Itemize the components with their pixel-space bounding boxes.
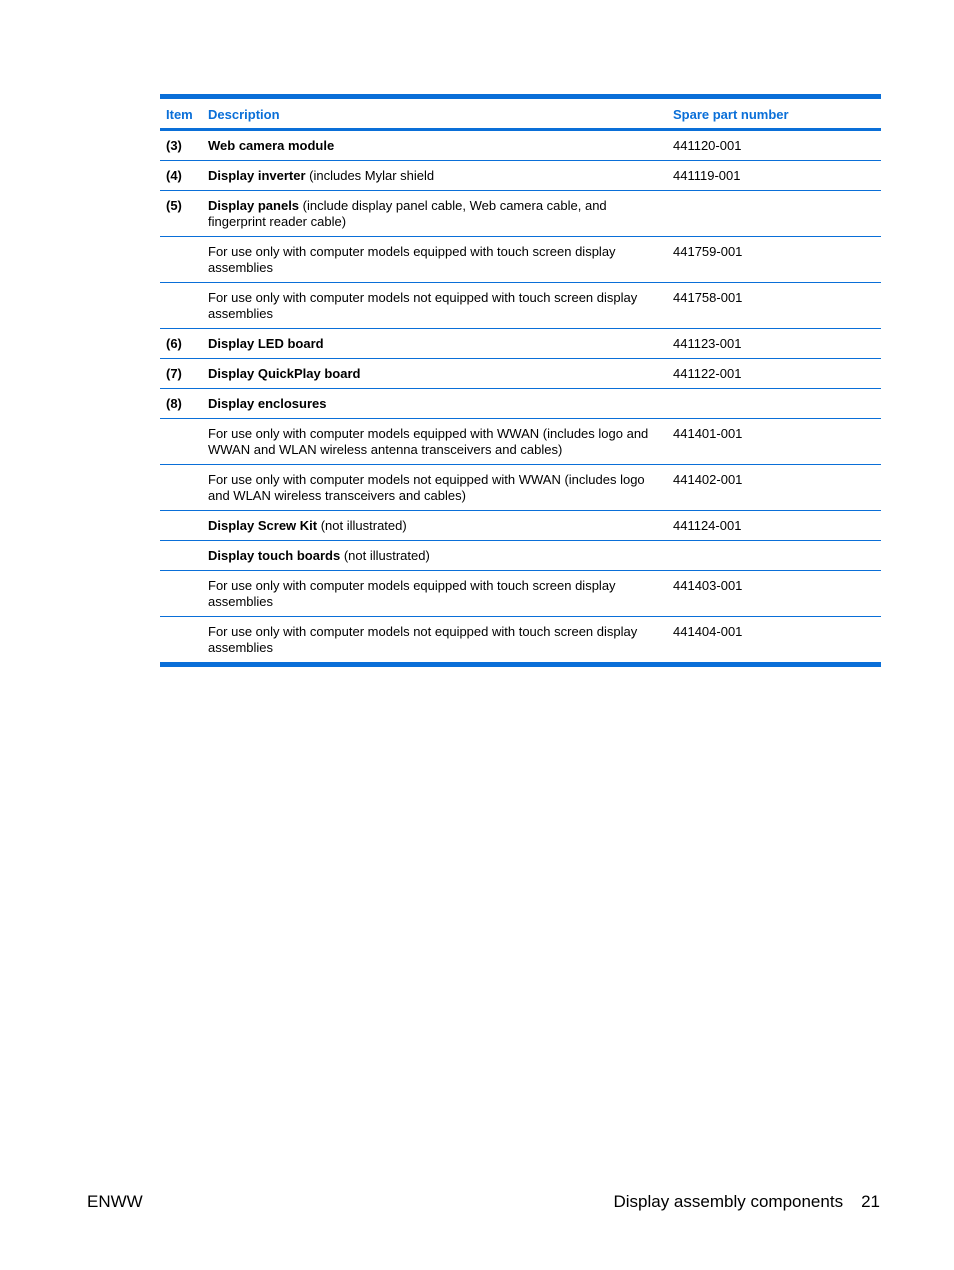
row-item <box>160 244 208 276</box>
table-header-row <box>160 99 881 128</box>
row-item: (3) <box>166 138 182 153</box>
table-row <box>160 237 881 283</box>
row-title: Display inverter <box>208 168 306 183</box>
table-row <box>160 131 881 161</box>
row-description <box>208 366 668 382</box>
row-title: Display enclosures <box>208 396 327 411</box>
row-part-number: 441759-001 <box>673 244 743 259</box>
table-row <box>160 465 881 511</box>
row-description <box>208 396 668 412</box>
row-item <box>160 518 208 534</box>
row-detail: (includes Mylar shield <box>305 168 435 183</box>
footer-section <box>613 1192 880 1212</box>
row-description <box>208 624 668 656</box>
row-part-number: 441402-001 <box>673 472 743 487</box>
row-description <box>208 198 668 230</box>
row-item: (4) <box>166 168 182 183</box>
row-detail: For use only with computer models equipped with touch screen display assemblies <box>208 578 616 609</box>
row-title: Display LED board <box>208 336 324 351</box>
table-row <box>160 541 881 571</box>
row-description <box>208 290 668 322</box>
header-description: Description <box>208 106 280 122</box>
row-title: Web camera module <box>208 138 335 153</box>
table-row <box>160 161 881 191</box>
row-detail: For use only with computer models equipped with WWAN (includes logo and WWAN and WLAN wireless antenna transceivers and cables) <box>208 426 649 457</box>
row-part-number <box>668 548 881 564</box>
row-description <box>208 244 668 276</box>
table-row <box>160 571 881 617</box>
row-detail: For use only with computer models not equipped with touch screen display assemblies <box>208 624 638 655</box>
table-row <box>160 389 881 419</box>
row-item: (5) <box>166 198 182 213</box>
row-item <box>160 426 208 458</box>
row-detail: For use only with computer models not equipped with touch screen display assemblies <box>208 290 638 321</box>
row-detail: For use only with computer models equipped with touch screen display assemblies <box>208 244 616 275</box>
row-part-number: 441404-001 <box>673 624 743 639</box>
row-title: Display QuickPlay board <box>208 366 361 381</box>
row-detail: (not illustrated) <box>317 518 407 533</box>
header-spare-part-number: Spare part number <box>673 106 789 122</box>
row-title: Display Screw Kit <box>208 518 318 533</box>
table-row <box>160 283 881 329</box>
row-item <box>160 548 208 564</box>
row-part-number: 441119-001 <box>673 168 741 183</box>
row-item <box>160 578 208 610</box>
row-part-number: 441124-001 <box>673 518 742 533</box>
row-title: Display panels <box>208 198 300 213</box>
row-item <box>160 624 208 656</box>
row-part-number: 441120-001 <box>673 138 742 153</box>
row-title: Display touch boards <box>208 548 341 563</box>
table-row <box>160 359 881 389</box>
row-description <box>208 336 668 352</box>
row-description <box>208 578 668 610</box>
row-detail: (not illustrated) <box>340 548 430 563</box>
row-part-number: 441403-001 <box>673 578 743 593</box>
row-detail: (include display panel cable, Web camera cable, and fingerprint reader cable) <box>208 198 607 229</box>
table-row <box>160 191 881 237</box>
table-row <box>160 511 881 541</box>
header-item: Item <box>166 106 193 122</box>
row-item: (6) <box>166 336 182 351</box>
page-number: 21 <box>861 1192 880 1211</box>
row-detail: For use only with computer models not equipped with WWAN (includes logo and WLAN wireless transceivers and cables) <box>208 472 645 503</box>
row-part-number: 441123-001 <box>673 336 742 351</box>
row-part-number: 441758-001 <box>673 290 743 305</box>
row-description <box>208 138 668 154</box>
row-description <box>208 548 668 564</box>
table-row <box>160 617 881 662</box>
row-description <box>208 168 668 184</box>
row-description <box>208 472 668 504</box>
row-item: (7) <box>166 366 182 381</box>
row-item <box>160 290 208 322</box>
row-description <box>208 426 668 458</box>
footer-section-title: Display assembly components <box>613 1192 844 1211</box>
footer-doc-code: ENWW <box>87 1192 143 1211</box>
spare-parts-table <box>160 94 881 667</box>
row-part-number: 441401-001 <box>673 426 743 441</box>
table-row <box>160 419 881 465</box>
table-bottom-rule <box>160 662 881 667</box>
row-part-number <box>668 198 881 230</box>
row-part-number: 441122-001 <box>673 366 742 381</box>
table-row <box>160 329 881 359</box>
row-description <box>208 518 668 534</box>
row-item <box>160 472 208 504</box>
row-item: (8) <box>166 396 182 411</box>
row-part-number <box>668 396 881 412</box>
